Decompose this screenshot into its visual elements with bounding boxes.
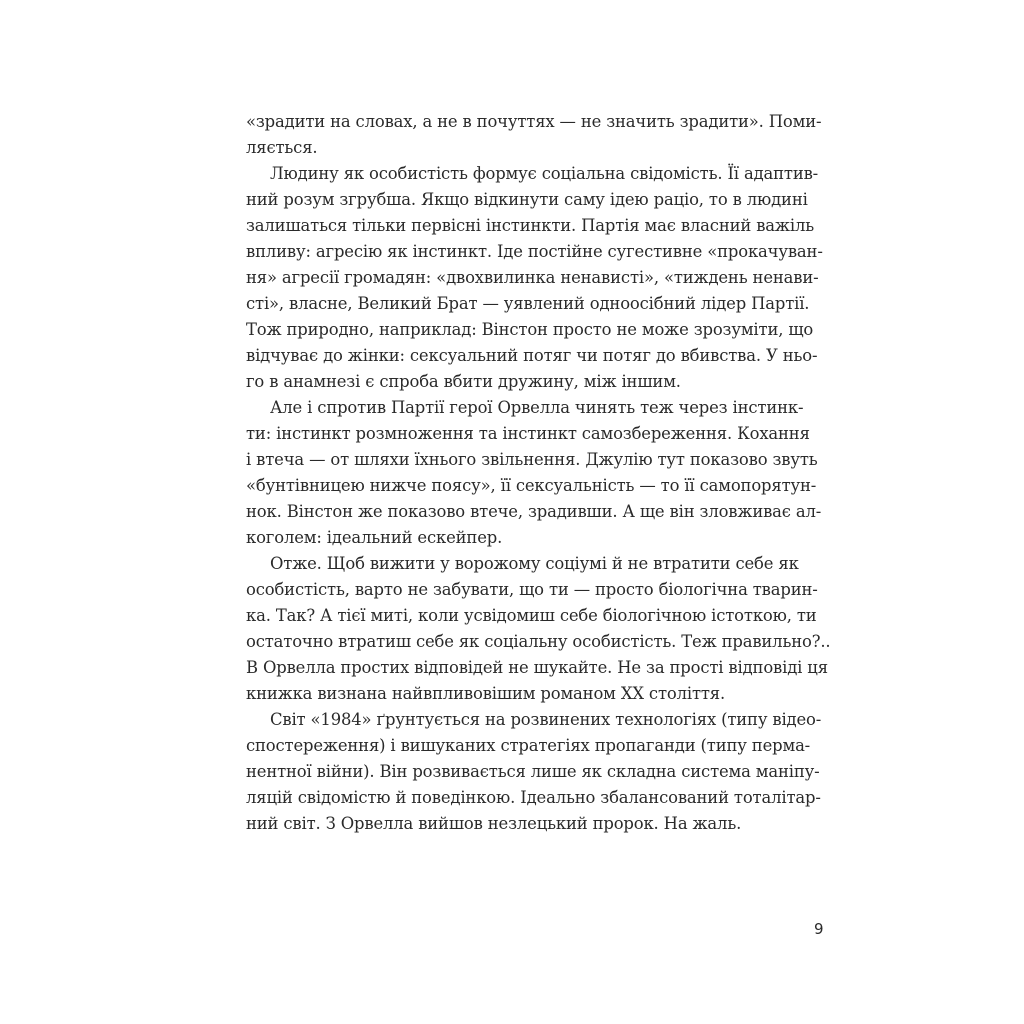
page-number: 9 xyxy=(814,920,824,938)
text-line: залишаться тільки первісні інстинкти. Партія має власний важіль xyxy=(246,216,814,235)
paragraph xyxy=(246,551,831,707)
text-line: ний розум згрубша. Якщо відкинути саму ідею раціо, то в людині xyxy=(246,190,808,209)
text-line: коголем: ідеальний ескейпер. xyxy=(246,528,503,547)
text-line: ти: інстинкт розмноження та інстинкт самозбереження. Кохання xyxy=(246,424,810,443)
paragraph xyxy=(246,161,823,395)
text-line: ня» агресії громадян: «двохвилинка ненависті», «тиждень ненави- xyxy=(246,268,819,287)
text-line: сті», власне, Великий Брат — уявлений одноосібний лідер Партії. xyxy=(246,294,810,313)
text-line: книжка визнана найвпливовішим романом XX століття. xyxy=(246,684,726,703)
body-text xyxy=(246,109,831,837)
text-line: В Орвелла простих відповідей не шукайте. Не за прості відповіді ця xyxy=(246,658,828,677)
text-line: остаточно втратиш себе як соціальну особистість. Теж правильно?.. xyxy=(246,632,831,651)
paragraph xyxy=(246,707,822,837)
text-line: спостереження) і вишуканих стратегіях пропаганди (типу перма- xyxy=(246,736,811,755)
text-line: ляється. xyxy=(246,138,318,157)
text-line: ний світ. З Орвелла вийшов незлецький пророк. На жаль. xyxy=(246,814,742,833)
text-line: впливу: агресію як інстинкт. Іде постійне сугестивне «прокачуван- xyxy=(246,242,823,261)
text-line: відчуває до жінки: сексуальний потяг чи потяг до вбивства. У ньо- xyxy=(246,346,818,365)
text-line: Отже. Щоб вижити у ворожому соціумі й не втратити себе як xyxy=(270,554,799,573)
text-line: «зрадити на словах, а не в почуттях — не значить зрадити». Поми- xyxy=(246,112,822,131)
text-line: ка. Так? А тієї миті, коли усвідомиш себе біологічною істоткою, ти xyxy=(246,606,817,625)
text-line: Світ «1984» ґрунтується на розвинених технологіях (типу відео- xyxy=(270,710,822,729)
text-line: Тож природно, наприклад: Вінстон просто не може зрозуміти, що xyxy=(246,320,814,339)
text-line: і втеча — от шляхи їхнього звільнення. Джулію тут показово звуть xyxy=(246,450,818,469)
text-line: «бунтівницею нижче поясу», її сексуальність — то її самопорятун- xyxy=(246,476,817,495)
text-line: го в анамнезі є спроба вбити дружину, між іншим. xyxy=(246,372,681,391)
text-line: особистість, варто не забувати, що ти — просто біологічна тварин- xyxy=(246,580,818,599)
text-line: Але і спротив Партії герої Орвелла чинять теж через інстинк- xyxy=(270,398,804,417)
text-line: Людину як особистість формує соціальна свідомість. Її адаптив- xyxy=(270,164,819,183)
text-line: нентної війни). Він розвивається лише як складна система маніпу- xyxy=(246,762,820,781)
paragraph xyxy=(246,395,822,551)
text-line: нок. Вінстон же показово втече, зрадивши. А ще він зловживає ал- xyxy=(246,502,822,521)
paragraph xyxy=(246,109,822,161)
text-line: ляцій свідомістю й поведінкою. Ідеально збалансований тоталітар- xyxy=(246,788,821,807)
